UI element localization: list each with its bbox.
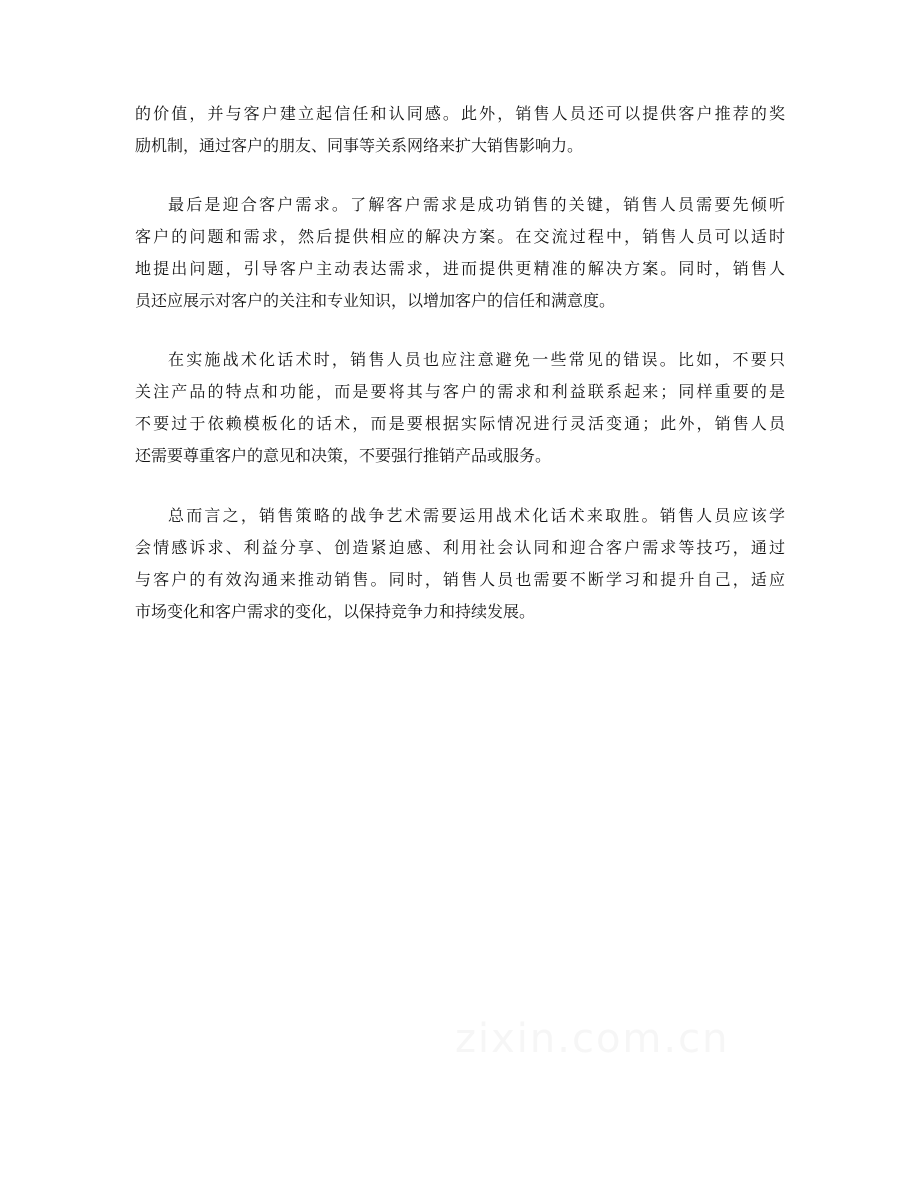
paragraph-3-line-3: 不要过于依赖模板化的话术，而是要根据实际情况进行灵活变通；此外，销售人员 xyxy=(135,414,785,433)
paragraph-4-line-4: 市场变化和客户需求的变化，以保持竞争力和持续发展。 xyxy=(135,602,536,621)
paragraph-4-line-2: 会情感诉求、利益分享、创造紧迫感、利用社会认同和迎合客户需求等技巧，通过 xyxy=(135,538,785,557)
paragraph-1-line-1: 的价值，并与客户建立起信任和认同感。此外，销售人员还可以提供客户推荐的奖 xyxy=(135,104,785,123)
paragraph-3-line-4: 还需要尊重客户的意见和决策，不要强行推销产品或服务。 xyxy=(135,446,552,465)
paragraph-4-line-3: 与客户的有效沟通来推动销售。同时，销售人员也需要不断学习和提升自己，适应 xyxy=(135,570,785,589)
paragraph-2-line-2: 客户的问题和需求，然后提供相应的解决方案。在交流过程中，销售人员可以适时 xyxy=(135,227,785,246)
paragraph-2-line-4: 员还应展示对客户的关注和专业知识，以增加客户的信任和满意度。 xyxy=(135,291,616,310)
paragraph-3-line-1: 在实施战术化话术时，销售人员也应注意避免一些常见的错误。比如，不要只 xyxy=(168,350,785,369)
paragraph-1-line-2: 励机制，通过客户的朋友、同事等关系网络来扩大销售影响力。 xyxy=(135,136,584,155)
paragraph-2-line-1: 最后是迎合客户需求。了解客户需求是成功销售的关键，销售人员需要先倾听 xyxy=(168,195,785,214)
paragraph-2-line-3: 地提出问题，引导客户主动表达需求，进而提供更精准的解决方案。同时，销售人 xyxy=(135,259,785,278)
paragraph-3-line-2: 关注产品的特点和功能，而是要将其与客户的需求和利益联系起来；同样重要的是 xyxy=(135,382,785,401)
watermark: zixin.com.cn xyxy=(455,1016,730,1062)
paragraph-4-line-1: 总而言之，销售策略的战争艺术需要运用战术化话术来取胜。销售人员应该学 xyxy=(168,506,785,525)
